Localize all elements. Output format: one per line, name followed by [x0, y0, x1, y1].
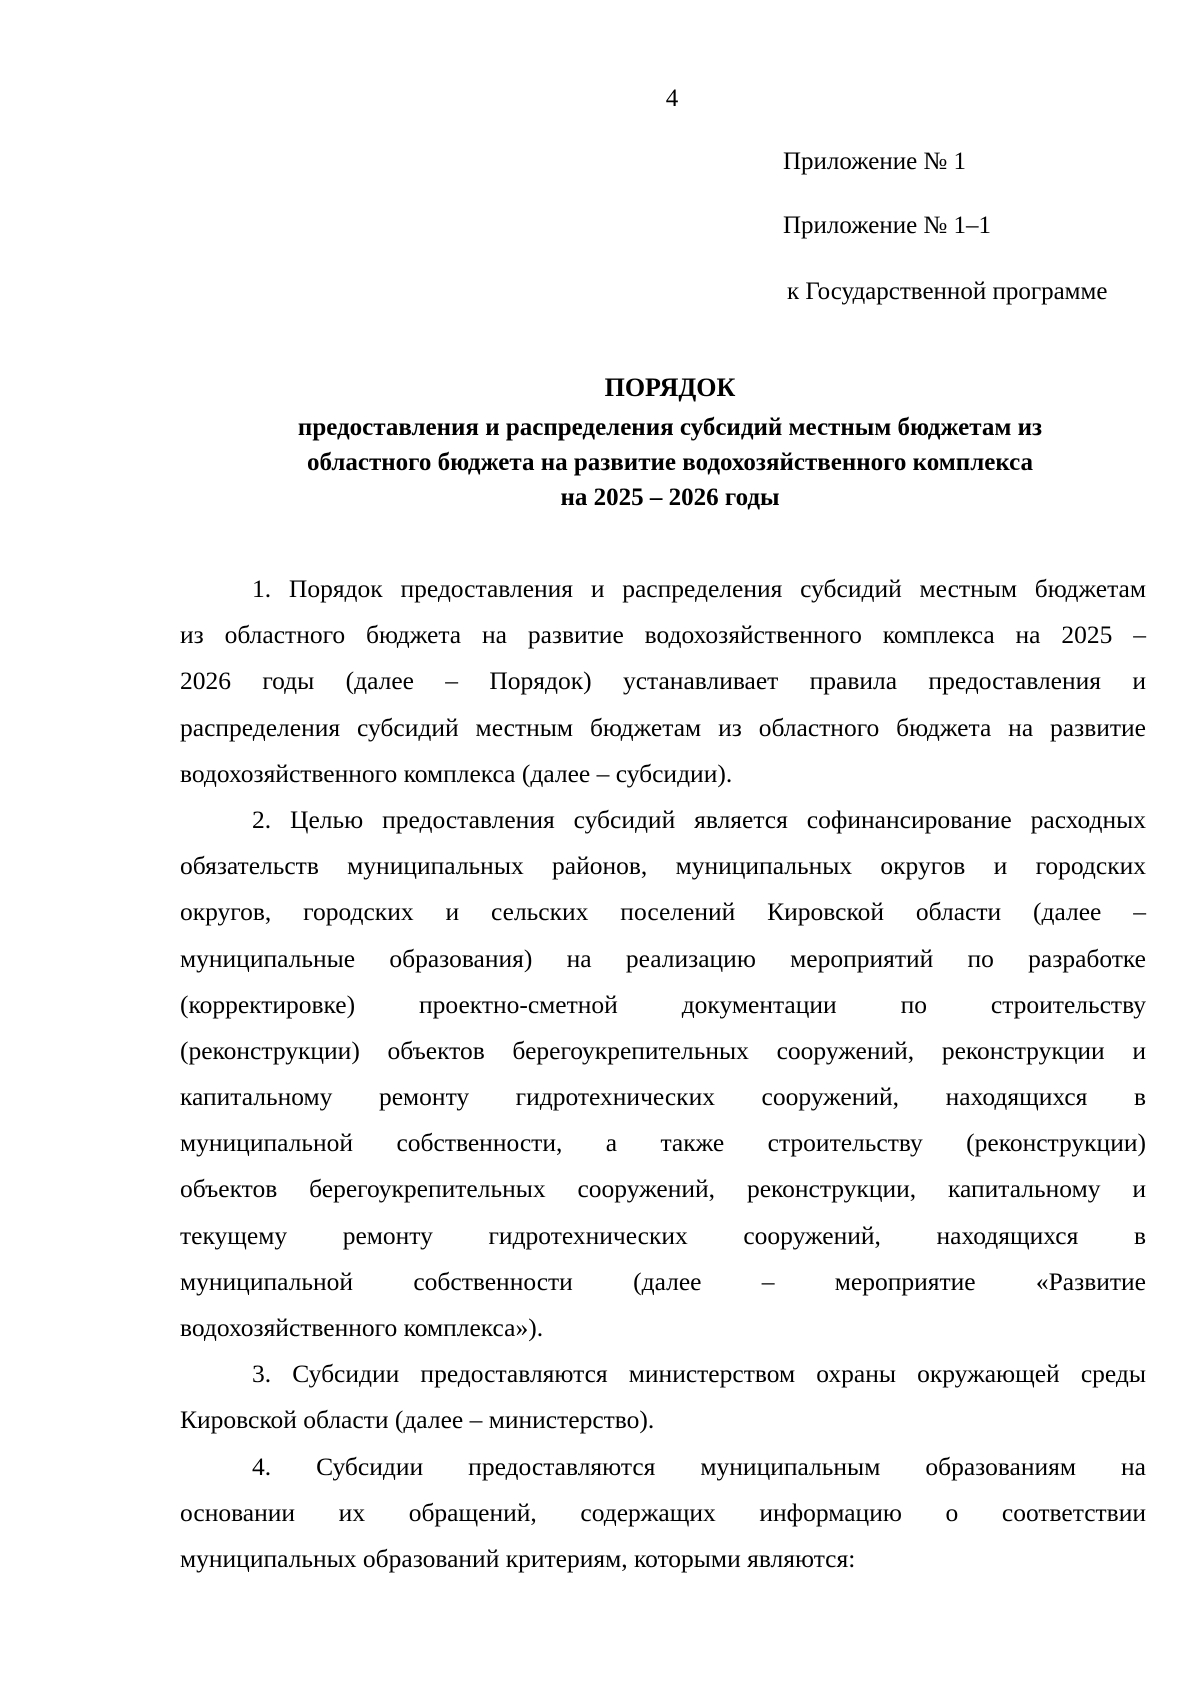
- appendix-line-2: Приложение № 1–1: [783, 212, 992, 239]
- paragraph-1: [180, 566, 1146, 797]
- paragraph-4: [180, 1444, 1146, 1583]
- subtitle-line: предоставления и распределения субсидий местным бюджетам из: [297, 414, 1043, 441]
- text-line: водохозяйственного комплекса (далее – субсидии).: [180, 758, 733, 788]
- text-line: округов, городских и сельских поселений Кировской области (далее –: [180, 897, 1146, 927]
- text-line: обязательств муниципальных районов, муниципальных округов и городских: [180, 851, 1146, 881]
- text-line: 1. Порядок предоставления и распределения субсидий местным бюджетам: [252, 574, 1146, 603]
- document-body: [180, 566, 1146, 1582]
- text-line: муниципальные образования) на реализацию мероприятий по разработке: [180, 943, 1146, 973]
- page-number: 4: [665, 85, 679, 112]
- text-line: капитальному ремонту гидротехнических сооружений, находящихся в: [180, 1082, 1146, 1112]
- text-line: (корректировке) проектно-сметной документации по строительству: [180, 989, 1146, 1019]
- text-line: 4. Субсидии предоставляются муниципальным образованиям на: [252, 1451, 1146, 1481]
- text-line: водохозяйственного комплекса»).: [180, 1313, 544, 1342]
- text-line: из областного бюджета на развитие водохозяйственного комплекса на 2025 –: [180, 620, 1146, 650]
- paragraph-2: [180, 797, 1146, 1351]
- subtitle-line: на 2025 – 2026 годы: [560, 484, 780, 511]
- paragraph-3: [180, 1351, 1146, 1443]
- text-line: 2. Целью предоставления субсидий является софинансирование расходных: [252, 804, 1146, 834]
- text-line: (реконструкции) объектов берегоукрепительных сооружений, реконструкции и: [180, 1035, 1146, 1065]
- appendix-line-1: Приложение № 1: [783, 148, 967, 175]
- document-subtitle: [180, 410, 1160, 515]
- text-line: 2026 годы (далее – Порядок) устанавливает правила предоставления и: [180, 666, 1146, 696]
- appendix-line-3: к Государственной программе: [787, 278, 1108, 305]
- text-line: 3. Субсидии предоставляются министерством охраны окружающей среды: [252, 1359, 1146, 1389]
- document-title: ПОРЯДОК: [604, 373, 736, 402]
- text-line: муниципальной собственности (далее – мероприятие «Развитие: [180, 1266, 1146, 1296]
- text-line: основании их обращений, содержащих информацию о соответствии: [180, 1497, 1146, 1527]
- text-line: муниципальных образований критериям, которыми являются:: [180, 1543, 856, 1573]
- text-line: муниципальной собственности, а также строительству (реконструкции): [180, 1128, 1146, 1158]
- text-line: Кировской области (далее – министерство).: [180, 1405, 655, 1435]
- text-line: объектов берегоукрепительных сооружений, реконструкции, капитальному и: [180, 1174, 1146, 1204]
- text-line: текущему ремонту гидротехнических сооружений, находящихся в: [180, 1220, 1146, 1250]
- text-line: распределения субсидий местным бюджетам из областного бюджета на развитие: [180, 712, 1146, 742]
- subtitle-line: областного бюджета на развитие водохозяйственного комплекса: [306, 449, 1033, 476]
